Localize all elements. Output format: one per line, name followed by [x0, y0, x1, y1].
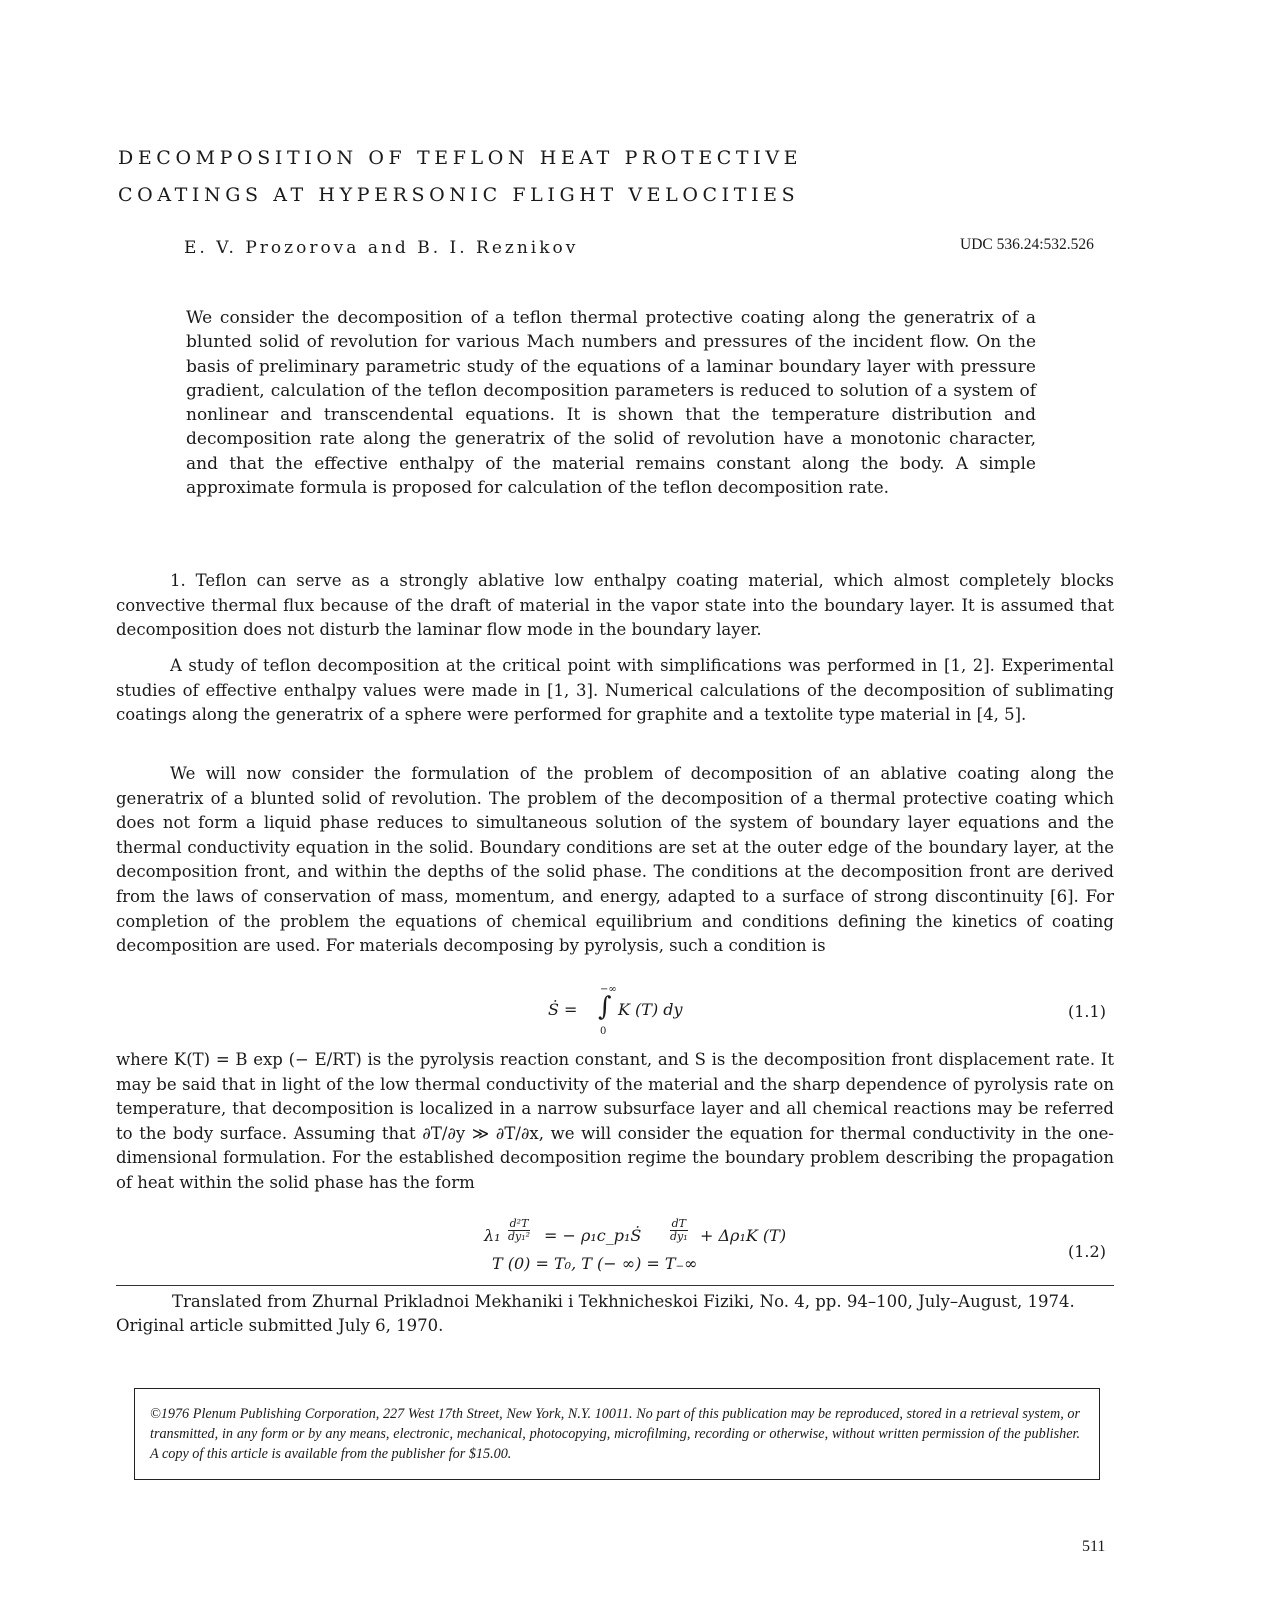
page-number: 511	[1082, 1538, 1106, 1555]
eq2-frac1-den: dy₁²	[508, 1230, 531, 1243]
udc-code: UDC 536.24:532.526	[960, 236, 1094, 253]
eq1-upper-limit: −∞	[600, 984, 617, 995]
equation-1-1	[548, 986, 708, 1042]
paragraph-2: A study of teflon decomposition at the critical point with simplifications was performed in [1, 2]. Experimental studies of effective enthalpy values were made in [1, 3]. Numerical calculations of the decomposition of sublimating coatings along the generatrix of a sphere were performed for graphite and a textolite type material in [4, 5].	[116, 656, 1114, 725]
title-line-1: DECOMPOSITION OF TEFLON HEAT PROTECTIVE	[118, 147, 803, 169]
eq2-frac2-den: dy₁	[670, 1230, 688, 1243]
eq1-lhs: Ṡ =	[548, 1000, 578, 1019]
eq2-lambda: λ₁	[484, 1226, 501, 1245]
eq2-frac-1	[508, 1218, 530, 1243]
equation-1-2-number: (1.2)	[1068, 1242, 1106, 1261]
equation-1-1-number: (1.1)	[1068, 1002, 1106, 1021]
paragraph-3: We will now consider the formulation of the problem of decomposition of an ablative coating along the generatrix of a blunted solid of revolution. The problem of the decomposition of a thermal protective coating which does not form a liquid phase reduces to simultaneous solution of the system of boundary layer equations and the thermal conductivity equation in the solid. Boundary conditions are set at the outer edge of the boundary layer, at the decomposition front, and within the depths of the solid phase. The conditions at the decomposition front are derived from the laws of conservation of mass, momentum, and energy, adapted to a surface of strong discontinuity [6]. For completion of the problem the equations of chemical equilibrium and conditions defining the kinetics of coating decomposition are used. For materials decomposing by pyrolysis, such a condition is	[116, 764, 1114, 956]
eq2-frac-2	[670, 1218, 688, 1243]
eq2-frac2-num: dT	[671, 1217, 687, 1230]
paragraph-4: where K(T) = B exp (− E/RT) is the pyrolysis reaction constant, and S is the decomposition front displacement rate. It may be said that in light of the low thermal conductivity of the material and the sharp dependence of pyrolysis rate on temperature, that decomposition is localized in a narrow subsurface layer and all chemical reactions may be referred to the body surface. Assuming that ∂T/∂y ≫ ∂T/∂x, we will consider the equation for thermal conductivity in the one-dimensional formulation. For the established decomposition regime the boundary problem describing the propagation of heat within the solid phase has the form	[116, 1050, 1114, 1192]
footnote-rule	[116, 1285, 1114, 1286]
copyright-notice: ©1976 Plenum Publishing Corporation, 227 West 17th Street, New York, N.Y. 10011. No part of this publication may be reproduced, stored in a retrieval system, or transmitted, in any form or by any means, electronic, mechanical, photocopying, microfilming, recording or otherwise, without written permission of the publisher. A copy of this article is available from the publisher for $15.00.	[150, 1406, 1080, 1462]
eq2-frac1-num: d²T	[509, 1217, 529, 1230]
title-line-2: COATINGS AT HYPERSONIC FLIGHT VELOCITIES	[118, 184, 800, 206]
paragraph-1: 1. Teflon can serve as a strongly ablative low enthalpy coating material, which almost completely blocks convective thermal flux because of the draft of material in the vapor state into the boundary layer. It is assumed that decomposition does not disturb the laminar flow mode in the boundary layer.	[116, 571, 1114, 640]
authors: E. V. Prozorova and B. I. Reznikov	[184, 238, 579, 258]
eq2-end: + Δρ₁K (T)	[700, 1226, 787, 1245]
eq2-middle: = − ρ₁c_p₁Ṡ	[544, 1226, 642, 1245]
translation-footnote: Translated from Zhurnal Prikladnoi Mekhaniki i Tekhnicheskoi Fiziki, No. 4, pp. 94–100, July–August, 1974. Original article submitted July 6, 1970.	[116, 1292, 1075, 1335]
eq1-lower-limit: 0	[600, 1026, 607, 1037]
eq1-integrand: K (T) dy	[618, 1000, 683, 1019]
abstract: We consider the decomposition of a teflon thermal protective coating along the generatrix of a blunted solid of revolution for various Mach numbers and pressures of the incident flow. On the basis of preliminary parametric study of the equations of a laminar boundary layer with pressure gradient, calculation of the teflon decomposition parameters is reduced to solution of a system of nonlinear and transcendental equations. It is shown that the temperature distribution and decomposition rate along the generatrix of the solid of revolution have a monotonic character, and that the effective enthalpy of the material remains constant along the body. A simple approximate formula is proposed for calculation of the teflon decomposition rate.	[186, 308, 1036, 499]
equation-1-2	[484, 1218, 804, 1278]
eq1-integral-sign: ∫	[598, 992, 612, 1022]
eq2-boundary-conditions: T (0) = T₀, T (− ∞) = T₋∞	[492, 1254, 698, 1273]
